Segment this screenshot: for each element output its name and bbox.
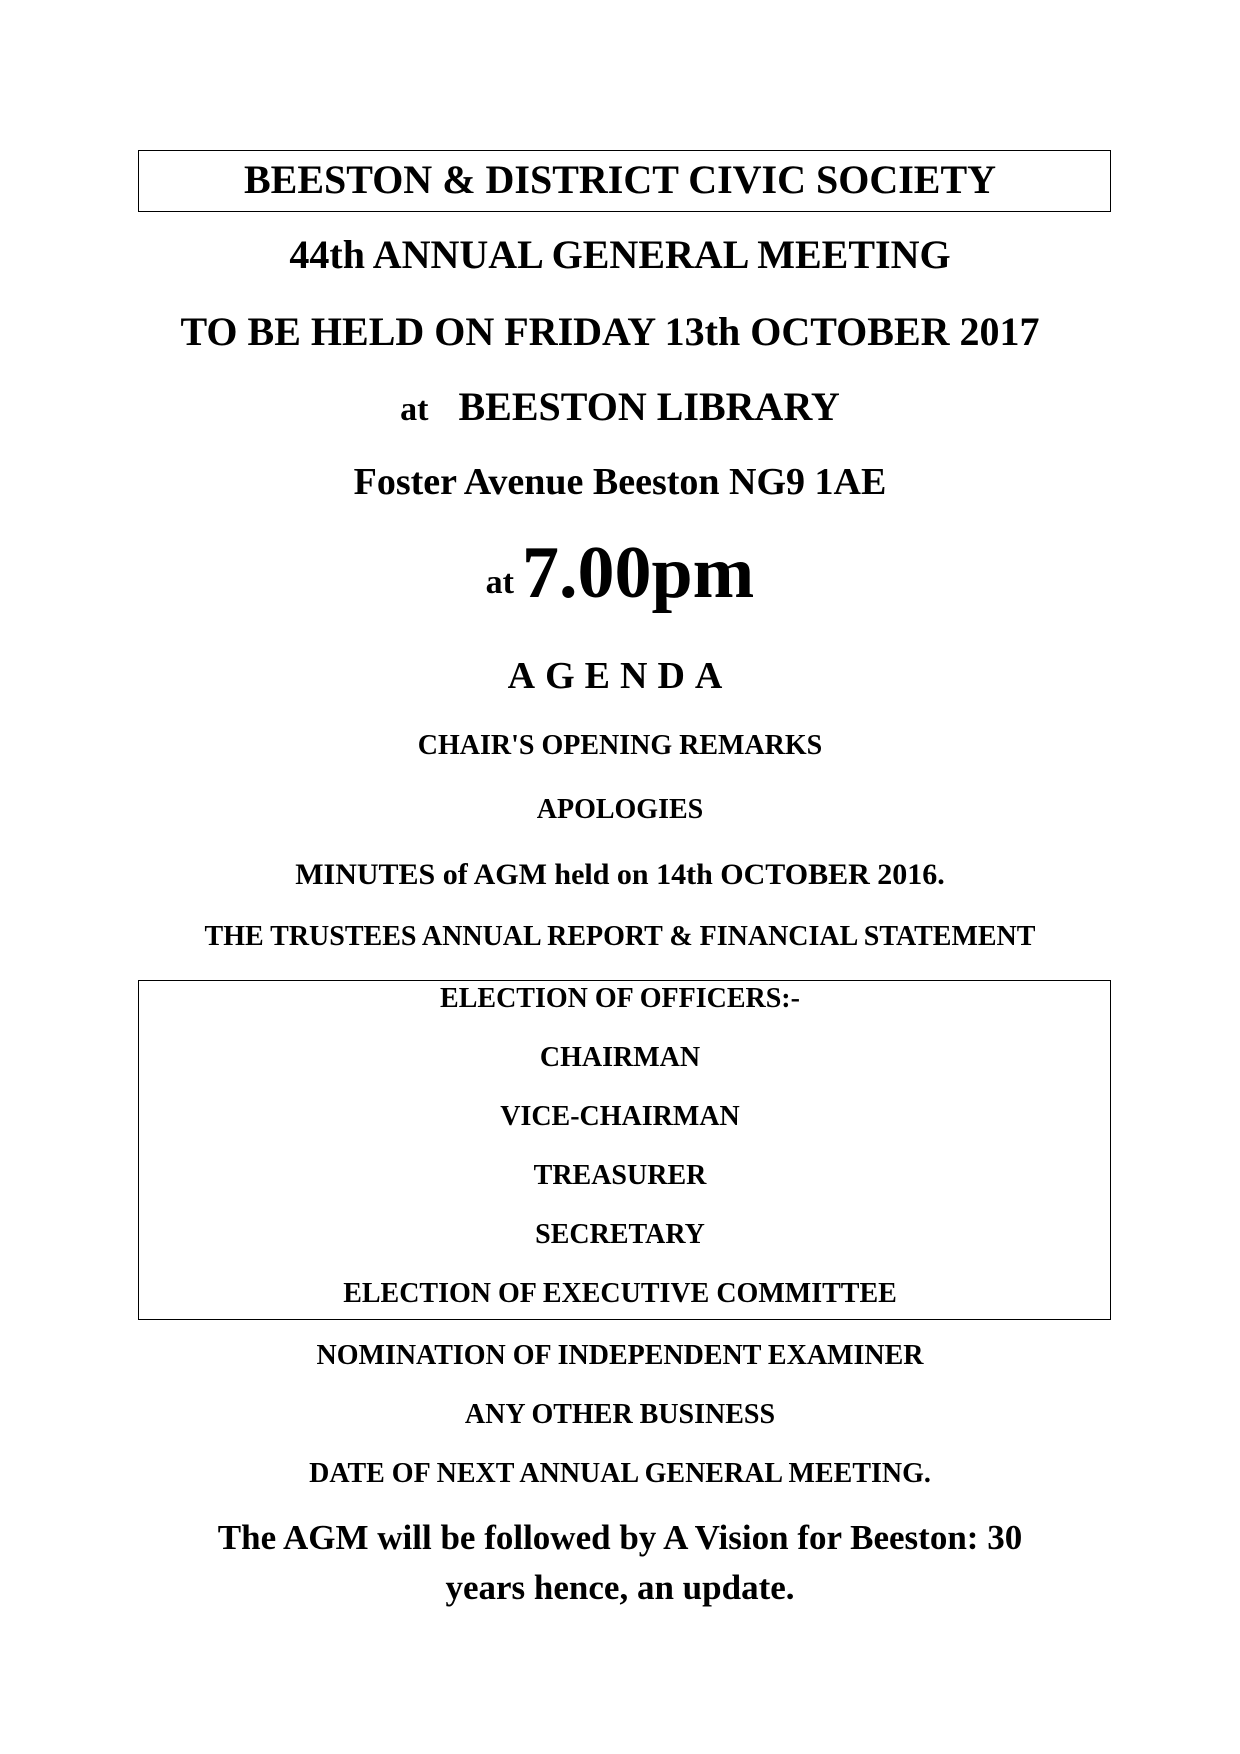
agenda-heading: AGENDA <box>507 655 733 697</box>
officer-role-secretary: SECRETARY <box>535 1219 705 1250</box>
agenda-item-trustees-report: THE TRUSTEES ANNUAL REPORT & FINANCIAL STATEMENT <box>204 921 1036 952</box>
agenda-item-next-meeting: DATE OF NEXT ANNUAL GENERAL MEETING. <box>309 1458 931 1489</box>
agenda-item-independent-examiner: NOMINATION OF INDEPENDENT EXAMINER <box>316 1340 924 1371</box>
officer-role-vice-chairman: VICE-CHAIRMAN <box>500 1101 740 1132</box>
officer-role-treasurer: TREASURER <box>533 1160 707 1191</box>
agenda-item-apologies: APOLOGIES <box>536 794 704 825</box>
closing-line-2: years hence, an update. <box>445 1568 795 1607</box>
meeting-title: 44th ANNUAL GENERAL MEETING <box>289 232 951 277</box>
society-name: BEESTON & DISTRICT CIVIC SOCIETY <box>243 157 997 202</box>
time-value: 7.00pm <box>522 532 755 614</box>
venue-name: BEESTON LIBRARY <box>458 384 840 429</box>
officers-heading: ELECTION OF OFFICERS:- <box>440 983 800 1014</box>
time-at-label: at <box>485 564 514 601</box>
agenda-item-minutes: MINUTES of AGM held on 14th OCTOBER 2016. <box>295 858 945 891</box>
committee-election: ELECTION OF EXECUTIVE COMMITTEE <box>343 1278 897 1309</box>
agenda-item-other-business: ANY OTHER BUSINESS <box>464 1399 776 1430</box>
venue-address: Foster Avenue Beeston NG9 1AE <box>353 461 887 503</box>
venue-at-label: at <box>400 391 429 428</box>
agenda-item-opening-remarks: CHAIR'S OPENING REMARKS <box>417 730 823 761</box>
meeting-date: TO BE HELD ON FRIDAY 13th OCTOBER 2017 <box>180 309 1040 354</box>
meeting-venue <box>0 384 1240 429</box>
meeting-time <box>0 532 1240 614</box>
officer-role-chairman: CHAIRMAN <box>539 1042 701 1073</box>
closing-line-1: The AGM will be followed by A Vision for Beeston: 30 <box>217 1518 1023 1557</box>
officers-box <box>138 980 1111 1320</box>
